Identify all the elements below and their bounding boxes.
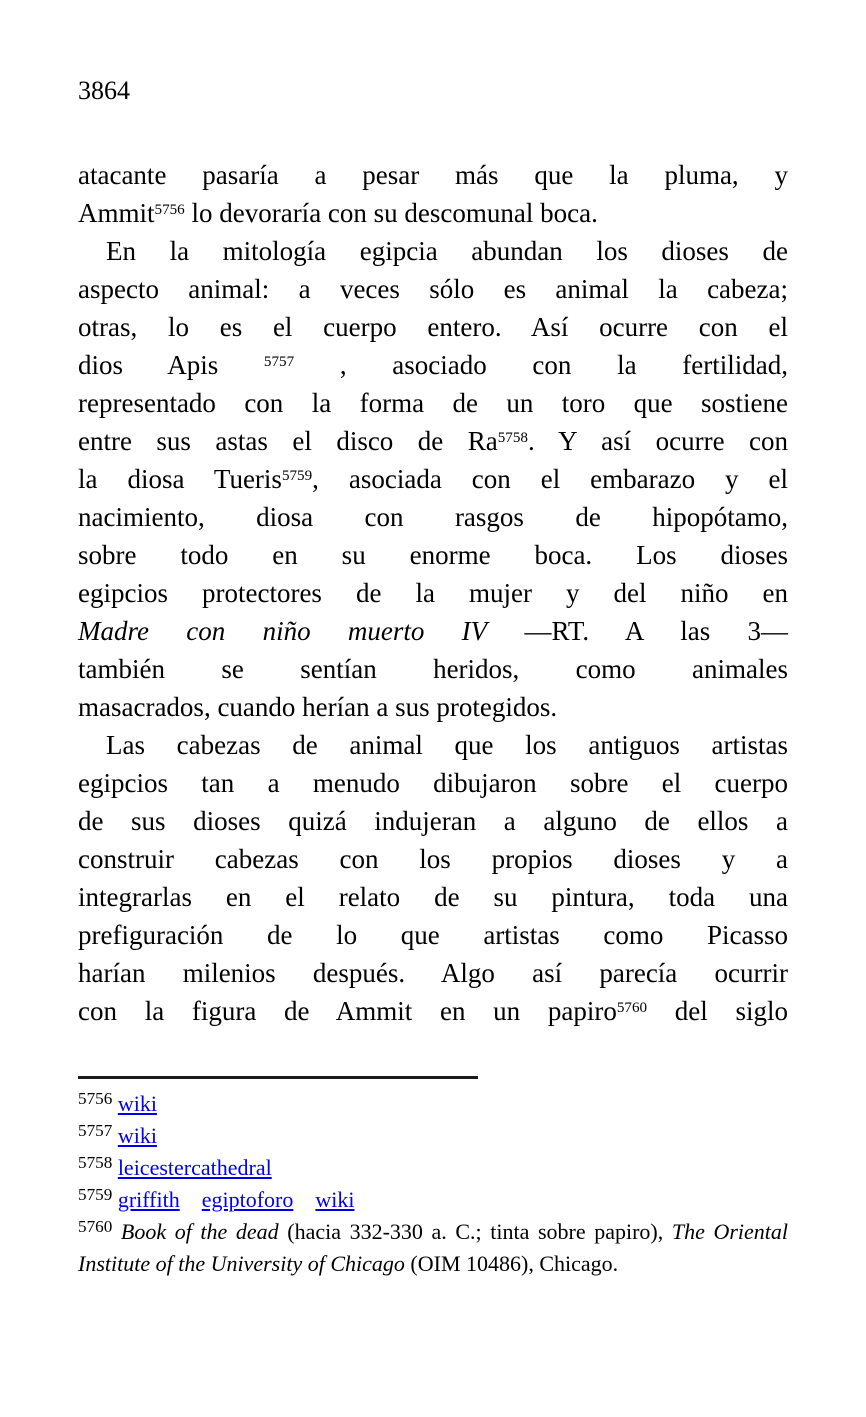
text-line bbox=[78, 270, 788, 308]
footnote-link[interactable]: leicestercathedral bbox=[117, 1155, 272, 1180]
text-line bbox=[78, 384, 788, 422]
footnote bbox=[78, 1216, 794, 1280]
footnote-link[interactable]: wiki bbox=[117, 1091, 157, 1116]
footnote-marker: 5756 bbox=[78, 1089, 113, 1109]
text-line bbox=[78, 840, 788, 878]
text-line bbox=[78, 536, 788, 574]
text-line bbox=[78, 916, 788, 954]
text-segment: Las cabezas de animal que los antiguos artistas bbox=[106, 730, 788, 760]
text-segment bbox=[293, 1187, 315, 1212]
footnote bbox=[78, 1120, 788, 1152]
footnote-separator bbox=[78, 1076, 478, 1079]
text-line bbox=[78, 460, 788, 498]
footnote-ref: 5759 bbox=[281, 467, 313, 484]
text-line bbox=[78, 764, 788, 802]
italic-text: The Oriental Institute of the University of Chicago bbox=[78, 1219, 794, 1276]
text-line bbox=[78, 232, 788, 270]
text-segment: con la figura de Ammit en un papiro bbox=[78, 996, 617, 1026]
footnote-marker: 5757 bbox=[78, 1121, 113, 1141]
footnote-link[interactable]: egiptoforo bbox=[201, 1187, 294, 1212]
text-segment: aspecto animal: a veces sólo es animal la cabeza; bbox=[78, 274, 788, 304]
footnote-marker: 5758 bbox=[78, 1153, 113, 1173]
text-segment: (hacia 332-330 a. C.; tinta sobre papiro), bbox=[278, 1219, 672, 1244]
text-segment: . Y así ocurre con bbox=[527, 426, 788, 456]
text-segment: (OIM 10486), Chicago. bbox=[404, 1251, 619, 1276]
italic-text: Madre con niño muerto IV bbox=[78, 616, 488, 646]
text-line bbox=[78, 346, 788, 384]
text-line bbox=[78, 574, 788, 612]
text-line bbox=[78, 878, 788, 916]
text-segment: En la mitología egipcia abundan los dioses de bbox=[106, 236, 788, 266]
footnote-ref: 5758 bbox=[497, 429, 528, 446]
text-line bbox=[78, 802, 788, 840]
text-segment: la diosa Tueris bbox=[78, 464, 282, 494]
text-segment: nacimiento, diosa con rasgos de hipopótamo, bbox=[78, 502, 788, 532]
italic-text: Book of the dead bbox=[120, 1219, 279, 1244]
page-number: 3864 bbox=[78, 76, 130, 105]
footnote-section bbox=[78, 1076, 794, 1280]
text-segment bbox=[180, 1187, 202, 1212]
text-segment: también se sentían heridos, como animales bbox=[78, 654, 788, 684]
text-line bbox=[78, 308, 788, 346]
text-line bbox=[78, 194, 788, 232]
text-line bbox=[78, 688, 788, 726]
text-line bbox=[78, 992, 788, 1030]
text-segment: Ammit bbox=[78, 198, 155, 228]
footnote-ref: 5760 bbox=[616, 999, 648, 1016]
text-segment: egipcios protectores de la mujer y del niño en bbox=[78, 578, 788, 608]
text-segment: entre sus astas el disco de Ra bbox=[78, 426, 498, 456]
text-segment: , asociada con el embarazo y el bbox=[312, 464, 788, 494]
text-line bbox=[78, 498, 788, 536]
body-text bbox=[78, 156, 788, 1030]
footnote-ref: 5756 bbox=[154, 201, 185, 218]
text-line bbox=[78, 954, 788, 992]
text-segment: dios Apis bbox=[78, 350, 264, 380]
footnote-marker: 5760 bbox=[78, 1217, 113, 1237]
text-segment: de sus dioses quizá indujeran a alguno de ellos a bbox=[78, 806, 788, 836]
text-line bbox=[78, 726, 788, 764]
footnote-list bbox=[78, 1088, 794, 1280]
footnote-link[interactable]: wiki bbox=[315, 1187, 355, 1212]
text-segment: lo devoraría con su descomunal boca. bbox=[184, 198, 598, 228]
text-segment: , asociado con la fertilidad, bbox=[294, 350, 788, 380]
footnote-ref: 5757 bbox=[263, 353, 295, 370]
text-segment: construir cabezas con los propios dioses y a bbox=[78, 844, 788, 874]
text-line bbox=[78, 422, 788, 460]
text-segment: harían milenios después. Algo así parecía ocurrir bbox=[78, 958, 788, 988]
text-segment: integrarlas en el relato de su pintura, toda una bbox=[78, 882, 788, 912]
text-line bbox=[78, 156, 788, 194]
footnote bbox=[78, 1184, 788, 1216]
text-segment: del siglo bbox=[647, 996, 788, 1026]
footnote-link[interactable]: griffith bbox=[117, 1187, 180, 1212]
text-segment: representado con la forma de un toro que sostiene bbox=[78, 388, 788, 418]
footnote-marker: 5759 bbox=[78, 1185, 113, 1205]
footnote bbox=[78, 1088, 788, 1120]
text-segment: masacrados, cuando herían a sus protegidos. bbox=[78, 692, 558, 722]
text-segment: otras, lo es el cuerpo entero. Así ocurre con el bbox=[78, 312, 788, 342]
text-line bbox=[78, 650, 788, 688]
text-line bbox=[78, 612, 788, 650]
text-segment: —RT. A las 3— bbox=[487, 616, 788, 646]
text-segment: atacante pasaría a pesar más que la pluma, y bbox=[78, 160, 788, 190]
footnote-link[interactable]: wiki bbox=[117, 1123, 157, 1148]
text-segment: prefiguración de lo que artistas como Picasso bbox=[78, 920, 788, 950]
footnote bbox=[78, 1152, 788, 1184]
text-segment: sobre todo en su enorme boca. Los dioses bbox=[78, 540, 788, 570]
text-segment: egipcios tan a menudo dibujaron sobre el cuerpo bbox=[78, 768, 788, 798]
